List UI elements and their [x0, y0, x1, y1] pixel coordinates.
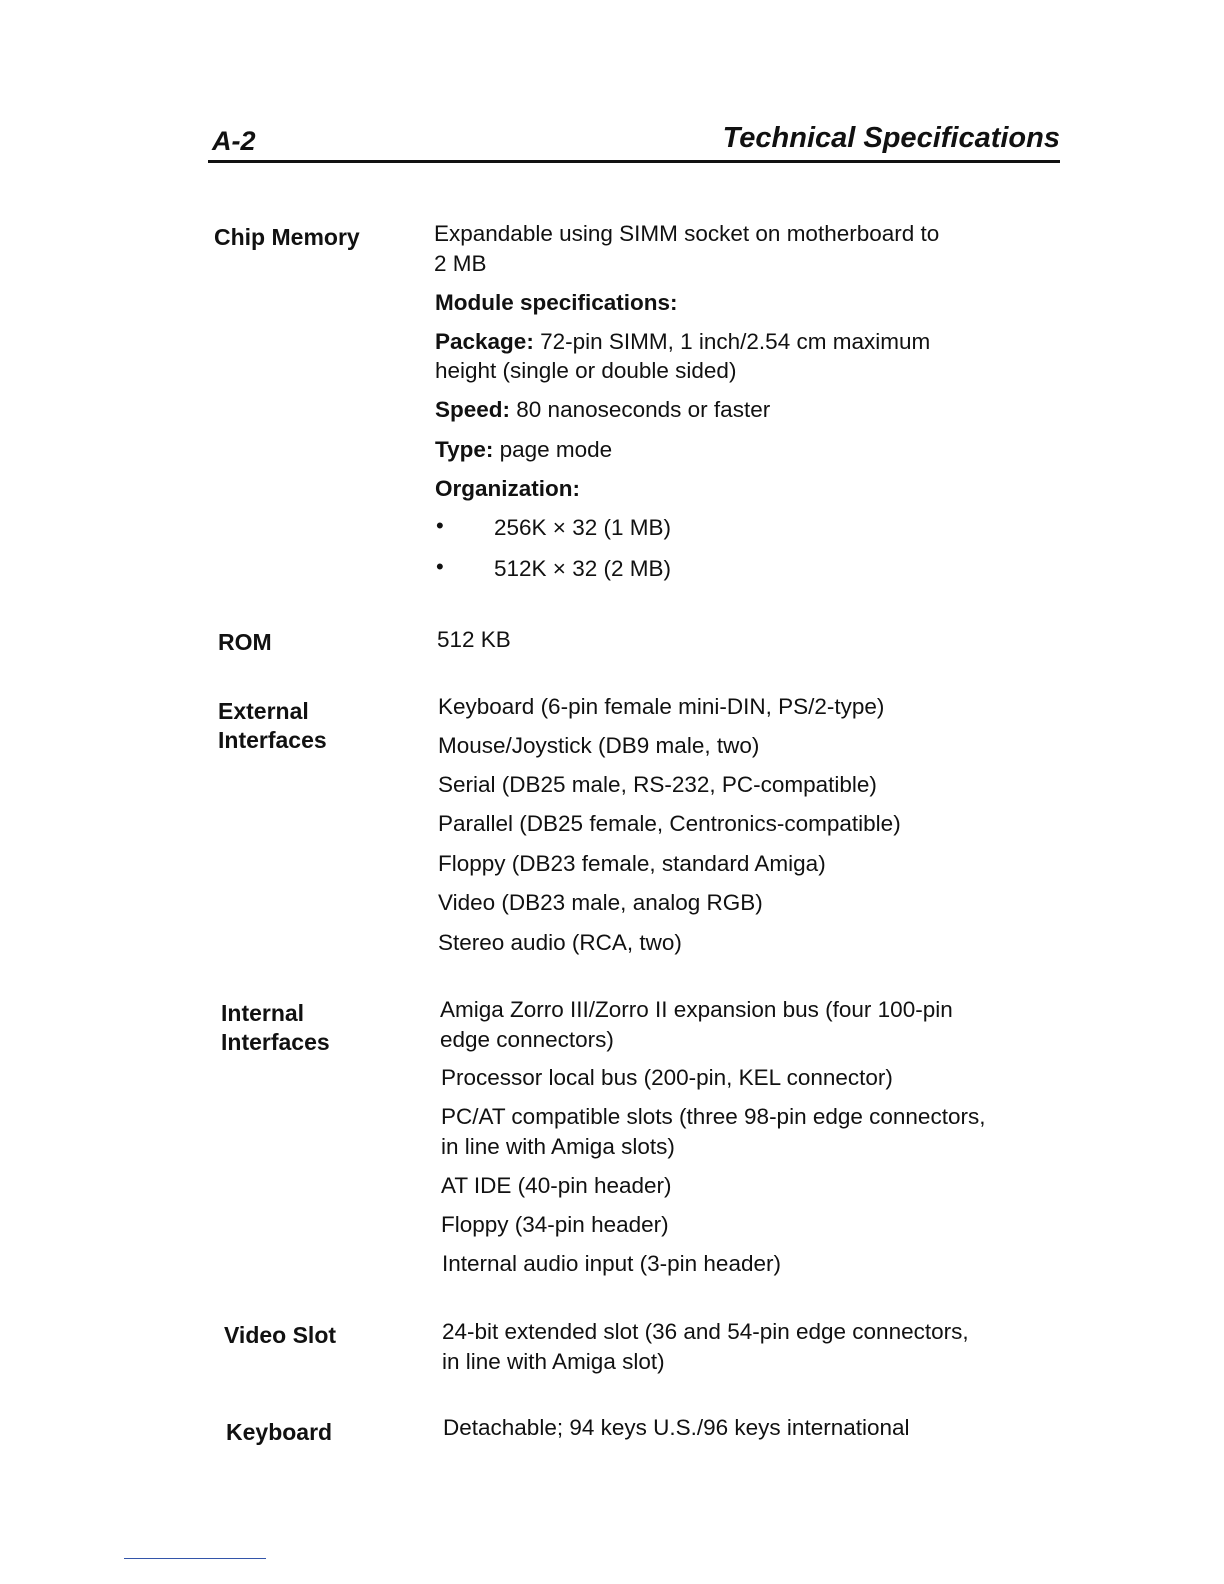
chip-memory-label: Chip Memory [214, 224, 360, 250]
internal-interface-audio: Internal audio input (3-pin header) [442, 1251, 781, 1276]
rom-label: ROM [218, 629, 272, 655]
organization-item: 256K × 32 (1 MB) [494, 515, 671, 540]
internal-interfaces-label-line2: Interfaces [221, 1029, 330, 1055]
header-rule [208, 160, 1060, 163]
internal-interface-pcat-line1: PC/AT compatible slots (three 98-pin edge connectors, [441, 1104, 986, 1129]
type-label: Type: [435, 437, 494, 462]
video-slot-value-line1: 24-bit extended slot (36 and 54-pin edge connectors, [442, 1319, 969, 1344]
external-interface-item: Stereo audio (RCA, two) [438, 930, 682, 955]
internal-interface-zorro-line1: Amiga Zorro III/Zorro II expansion bus (four 100-pin [440, 997, 953, 1022]
bullet-icon: • [436, 513, 444, 538]
package-value: 72-pin SIMM, 1 inch/2.54 cm maximum [540, 329, 931, 354]
type-value: page mode [499, 437, 613, 462]
internal-interfaces-label-line1: Internal [221, 1000, 305, 1026]
internal-interface-pcat-line2: in line with Amiga slots) [441, 1134, 675, 1159]
external-interface-item: Keyboard (6-pin female mini-DIN, PS/2-type) [438, 694, 885, 719]
internal-interface-processor-bus: Processor local bus (200-pin, KEL connector) [441, 1065, 893, 1090]
chip-memory-description-line2: 2 MB [434, 251, 487, 276]
internal-interface-floppy: Floppy (34-pin header) [441, 1212, 669, 1237]
package-value-line2: height (single or double sided) [435, 358, 737, 383]
internal-interface-zorro-line2: edge connectors) [440, 1027, 614, 1052]
page-number: A-2 [212, 126, 256, 156]
external-interfaces-label-line2: Interfaces [218, 727, 327, 753]
external-interface-item: Serial (DB25 male, RS-232, PC-compatible) [438, 772, 877, 797]
keyboard-label: Keyboard [226, 1419, 333, 1445]
external-interface-item: Parallel (DB25 female, Centronics-compatible) [438, 811, 901, 836]
bullet-icon: • [436, 554, 444, 579]
speed-label: Speed: [435, 397, 511, 422]
keyboard-value: Detachable; 94 keys U.S./96 keys international [443, 1415, 910, 1440]
organization-label: Organization: [435, 476, 580, 501]
external-interfaces-label-line1: External [218, 698, 309, 724]
package-spec [435, 327, 930, 357]
footer-rule [124, 1558, 266, 1559]
external-interface-item: Floppy (DB23 female, standard Amiga) [438, 851, 826, 876]
internal-interface-ide: AT IDE (40-pin header) [441, 1173, 672, 1198]
organization-item: 512K × 32 (2 MB) [494, 556, 671, 581]
type-spec [435, 435, 612, 465]
speed-spec [435, 395, 770, 425]
package-label: Package: [435, 329, 534, 354]
rom-value: 512 KB [437, 627, 511, 652]
external-interface-item: Mouse/Joystick (DB9 male, two) [438, 733, 760, 758]
video-slot-label: Video Slot [224, 1322, 337, 1348]
page-header [208, 120, 1060, 166]
video-slot-value-line2: in line with Amiga slot) [442, 1349, 665, 1374]
speed-value: 80 nanoseconds or faster [516, 397, 771, 422]
section-title: Technical Specifications [722, 122, 1060, 154]
external-interface-item: Video (DB23 male, analog RGB) [438, 890, 763, 915]
chip-memory-description-line1: Expandable using SIMM socket on motherboard to [434, 221, 940, 246]
module-specifications-heading: Module specifications: [435, 290, 678, 315]
